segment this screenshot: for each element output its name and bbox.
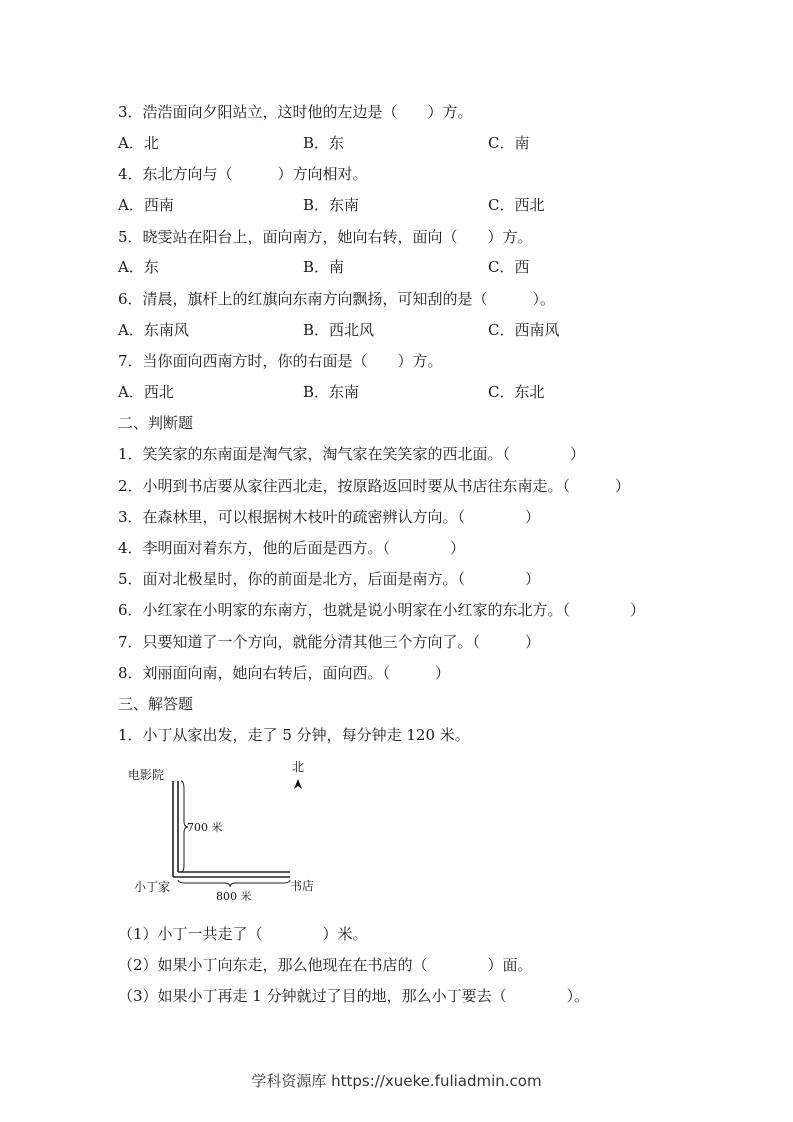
question-7-stem: 7．当你面向西南方时，你的右面是（ ）方。 bbox=[118, 352, 443, 370]
sub-question-2: （2）如果小丁向东走，那么他现在在书店的（ ）面。 bbox=[118, 956, 533, 974]
question-4-option-c: C．西北 bbox=[488, 196, 545, 214]
question-7-option-a: A．西北 bbox=[118, 383, 174, 401]
question-7-option-c: C．东北 bbox=[488, 383, 545, 401]
section-title-answer: 三、解答题 bbox=[118, 695, 194, 713]
map-label-home: 小丁家 bbox=[134, 880, 171, 894]
answer-question-1: 1．小丁从家出发，走了 5 分钟，每分钟走 120 米。 bbox=[118, 726, 470, 744]
question-4-stem: 4．东北方向与（ ）方向相对。 bbox=[118, 165, 368, 183]
question-5-stem: 5．晓雯站在阳台上，面向南方，她向右转，面向（ ）方。 bbox=[118, 228, 533, 246]
question-3-option-a: A．北 bbox=[118, 134, 159, 152]
judge-question-4: 4．李明面对着东方，他的后面是西方。（ ） bbox=[118, 539, 466, 557]
map-label-cinema: 电影院 bbox=[128, 768, 165, 782]
judge-question-3: 3．在森林里，可以根据树木枝叶的疏密辨认方向。（ ） bbox=[118, 508, 541, 526]
judge-question-2: 2．小明到书店要从家往西北走，按原路返回时要从书店往东南走。（ ） bbox=[118, 477, 631, 495]
question-6-stem: 6．清晨，旗杆上的红旗向东南方向飘扬，可知刮的是（ ）。 bbox=[118, 290, 556, 308]
question-6-option-b: B．西北风 bbox=[303, 321, 375, 339]
judge-question-6: 6．小红家在小明家的东南方，也就是说小明家在小红家的东北方。（ ） bbox=[118, 601, 646, 619]
footer-watermark: 学科资源库 https://xueke.fuliadmin.com bbox=[251, 1072, 542, 1090]
question-5-option-c: C．西 bbox=[488, 258, 530, 276]
question-3-stem: 3．浩浩面向夕阳站立，这时他的左边是（ ）方。 bbox=[118, 103, 473, 121]
question-3-option-b: B．东 bbox=[303, 134, 345, 152]
judge-question-8: 8．刘丽面向南，她向右转后，面向西。（ ） bbox=[118, 664, 451, 682]
sub-question-3: （3）如果小丁再走 1 分钟就过了目的地，那么小丁要去（ ）。 bbox=[118, 987, 590, 1005]
judge-question-1: 1．笑笑家的东南面是淘气家，淘气家在笑笑家的西北面。（ ） bbox=[118, 445, 586, 463]
sub-question-1: （1）小丁一共走了（ ）米。 bbox=[118, 925, 368, 943]
judge-question-5: 5．面对北极星时，你的前面是北方，后面是南方。（ ） bbox=[118, 570, 541, 588]
map-label-north: 北 bbox=[292, 760, 305, 774]
question-3-option-c: C．南 bbox=[488, 134, 530, 152]
question-4-option-b: B．东南 bbox=[303, 196, 360, 214]
question-6-option-a: A．东南风 bbox=[118, 321, 189, 339]
section-title-judgement: 二、判断题 bbox=[118, 414, 194, 432]
question-5-option-b: B．南 bbox=[303, 258, 345, 276]
horizontal-distance-brace bbox=[178, 880, 290, 887]
map-label-bookstore: 书店 bbox=[290, 879, 315, 893]
map-label-horizontal-distance: 800 米 bbox=[216, 890, 252, 903]
question-5-option-a: A．东 bbox=[118, 258, 159, 276]
route-map-diagram bbox=[120, 755, 340, 905]
question-6-option-c: C．西南风 bbox=[488, 321, 560, 339]
north-arrow-icon bbox=[294, 779, 302, 789]
judge-question-7: 7．只要知道了一个方向，就能分清其他三个方向了。（ ） bbox=[118, 633, 541, 651]
question-7-option-b: B．东南 bbox=[303, 383, 360, 401]
question-4-option-a: A．西南 bbox=[118, 196, 174, 214]
map-label-vertical-distance: 700 米 bbox=[187, 821, 223, 834]
